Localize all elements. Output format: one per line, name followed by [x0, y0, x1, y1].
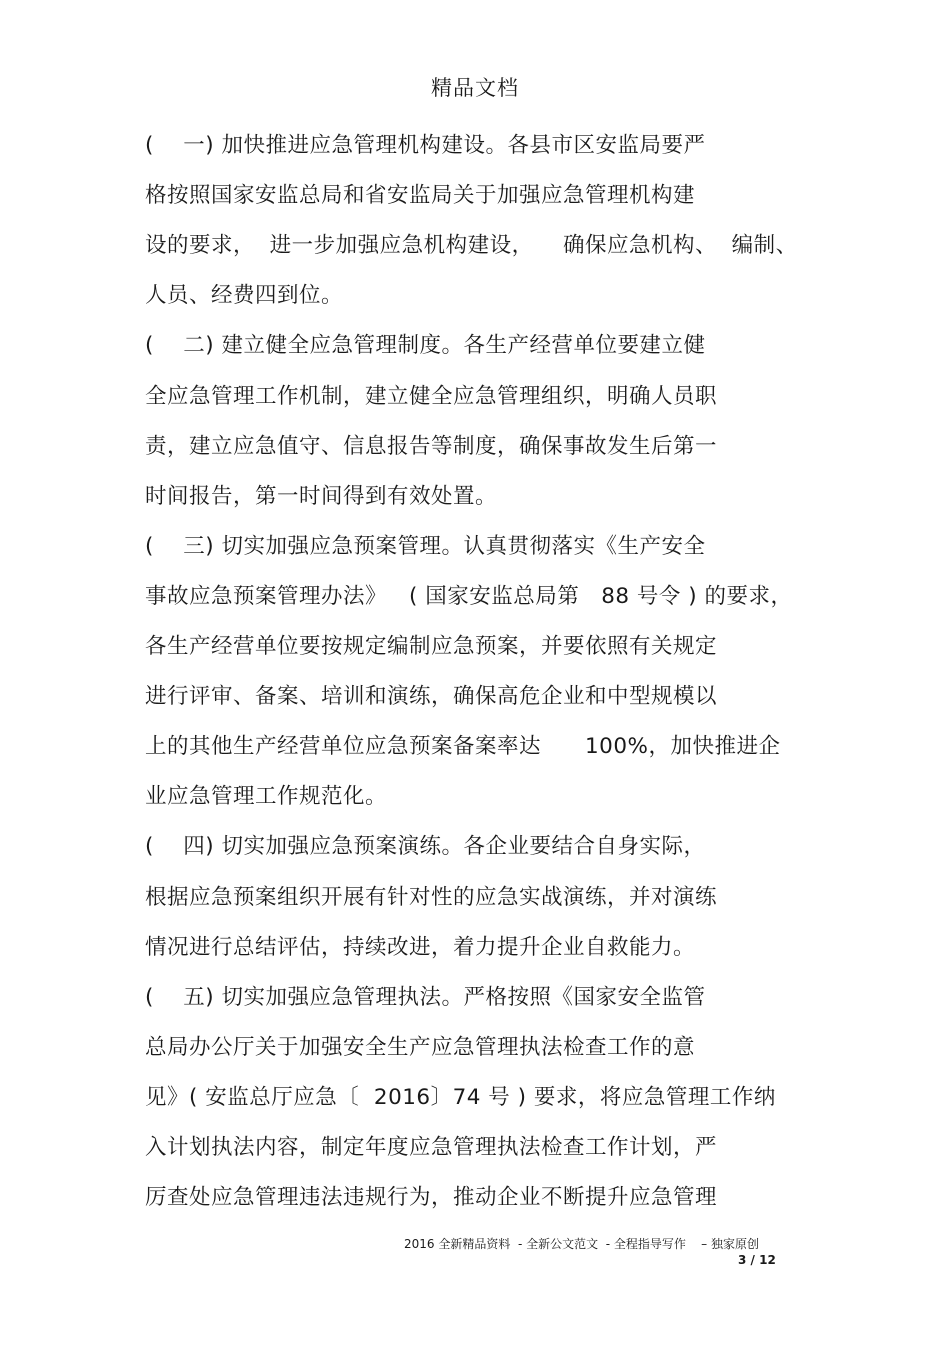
body-line: 上的其他生产经营单位应急预案备案率达 100%，加快推进企 [145, 734, 781, 760]
body-line: ( 一) 加快推进应急管理机构建设。各县市区安监局要严 [145, 133, 706, 158]
body-line: 厉查处应急管理违法违规行为，推动企业不断提升应急管理 [145, 1185, 718, 1211]
body-line: 根据应急预案组织开展有针对性的应急实战演练，并对演练 [145, 884, 718, 910]
body-line: ( 三) 切实加强应急预案管理。认真贯彻落实《生产安全 [145, 533, 706, 559]
body-line: 设的要求， 进一步加强应急机构建设， 确保应急机构、 编制、 [145, 233, 798, 259]
page-number: 3 / 12 [738, 1253, 776, 1267]
body-line: ( 二) 建立健全应急管理制度。各生产经营单位要建立健 [145, 333, 706, 359]
footer-text: 2016 全新精品资料 - 全新公文范文 - 全程指导写作 – 独家原创 [404, 1237, 759, 1251]
body-line: 事故应急预案管理办法》 ( 国家安监总局第 88 号令 ) 的要求， [145, 583, 793, 609]
body-line: 格按照国家安监总局和省安监局关于加强应急管理机构建 [145, 183, 696, 209]
body-line: 见》( 安监总厅应急〔 2016〕74 号 ) 要求，将应急管理工作纳 [145, 1084, 776, 1110]
body-line: ( 五) 切实加强应急管理执法。严格按照《国家安全监管 [145, 984, 706, 1010]
body-line: 各生产经营单位要按规定编制应急预案，并要依照有关规定 [145, 634, 718, 659]
body-line: 全应急管理工作机制，建立健全应急管理组织，明确人员职 [145, 383, 718, 409]
body-line: 入计划执法内容，制定年度应急管理执法检查工作计划，严 [145, 1135, 718, 1160]
body-line: 总局办公厅关于加强安全生产应急管理执法检查工作的意 [145, 1034, 696, 1060]
body-line: 责，建立应急值守、信息报告等制度，确保事故发生后第一 [145, 433, 718, 459]
body-line: ( 四) 切实加强应急预案演练。各企业要结合自身实际， [145, 834, 706, 860]
body-line: 进行评审、备案、培训和演练，确保高危企业和中型规模以 [145, 684, 718, 710]
body-line: 情况进行总结评估，持续改进，着力提升企业自救能力。 [145, 934, 696, 960]
body-line: 时间报告，第一时间得到有效处置。 [145, 483, 498, 509]
body-line: 人员、经费四到位。 [145, 283, 344, 309]
page-header-title: 精品文档 [431, 76, 519, 100]
body-line: 业应急管理工作规范化。 [145, 784, 388, 810]
